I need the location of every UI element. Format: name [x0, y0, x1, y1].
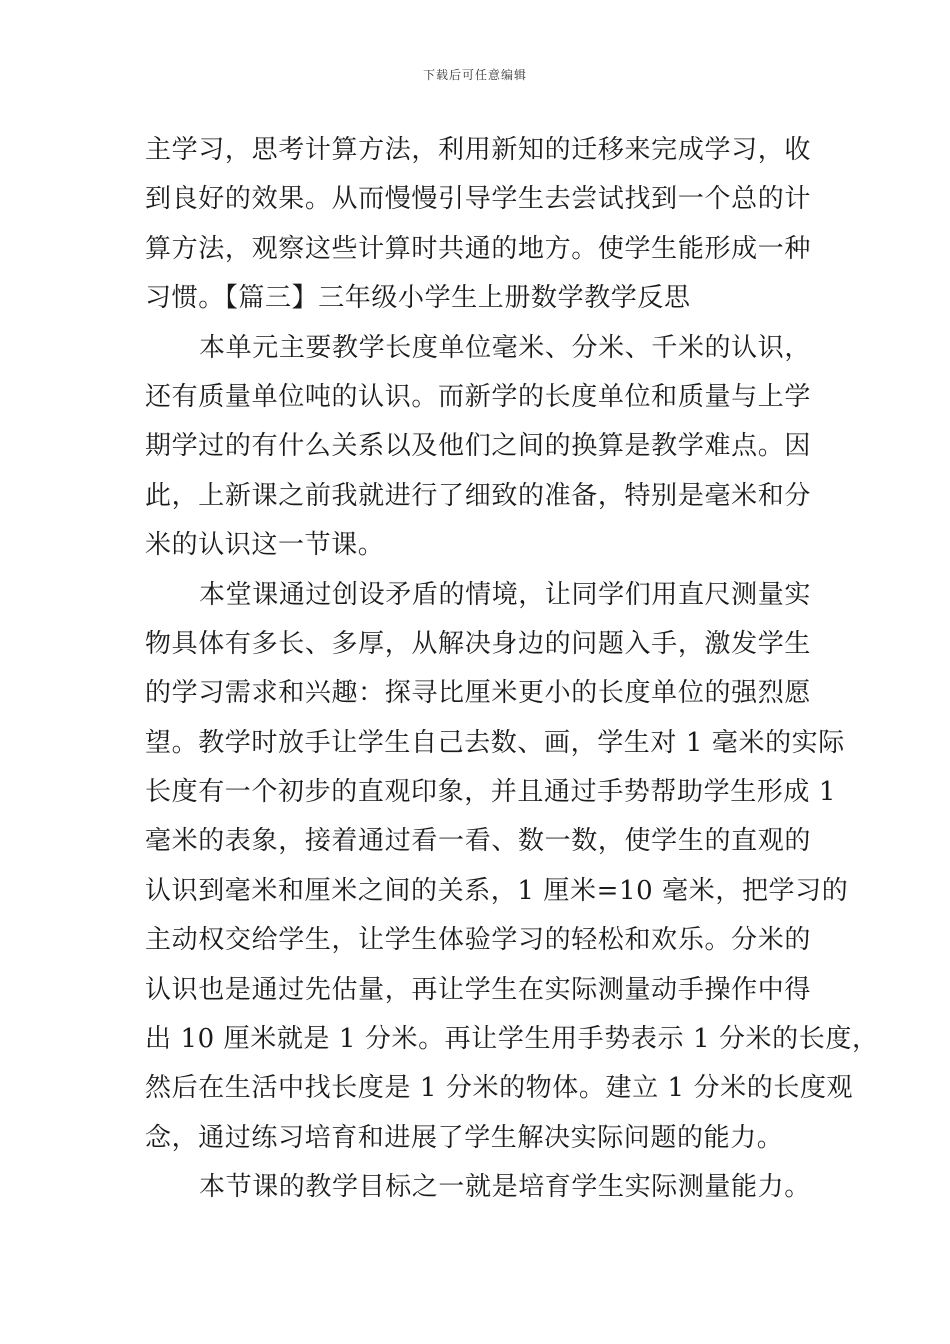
text-line: 习惯。【篇三】三年级小学生上册数学教学反思 — [145, 283, 691, 314]
text-line: 的学习需求和兴趣：探寻比厘米更小的长度单位的强烈愿 — [145, 678, 811, 709]
text-line: 米的认识这一节课。 — [145, 530, 385, 561]
text-line: 主学习，思考计算方法，利用新知的迁移来完成学习，收 — [145, 135, 811, 165]
text-line: 本堂课通过创设矛盾的情境，让同学们用直尺测量实 — [199, 579, 811, 610]
text-line: 算方法，观察这些计算时共通的地方。使学生能形成一种 — [145, 233, 811, 264]
text-line: 念，通过练习培育和进展了学生解决实际问题的能力。 — [145, 1122, 784, 1153]
text-line: 毫米的表象，接着通过看一看、数一数，使学生的直观的 — [145, 826, 811, 857]
text-line: 认识也是通过先估量，再让学生在实际测量动手操作中得 — [145, 974, 811, 1005]
document-body — [145, 126, 879, 1213]
page-header: 下载后可任意编辑 — [422, 68, 527, 82]
text-line: 认识到毫米和厘米之间的关系，1 厘米=10 毫米，把学习的 — [145, 875, 849, 906]
text-line: 期学过的有什么关系以及他们之间的换算是教学难点。因 — [145, 431, 811, 462]
text-line: 还有质量单位吨的认识。而新学的长度单位和质量与上学 — [145, 381, 811, 412]
text-line: 此，上新课之前我就进行了细致的准备，特别是毫米和分 — [145, 480, 811, 511]
text-line: 长度有一个初步的直观印象，并且通过手势帮助学生形成 1 — [145, 777, 837, 808]
text-line: 本单元主要教学长度单位毫米、分米、千米的认识， — [199, 332, 811, 363]
text-line: 然后在生活中找长度是 1 分米的物体。建立 1 分米的长度观 — [145, 1073, 854, 1104]
text-line: 本节课的教学目标之一就是培育学生实际测量能力。 — [199, 1172, 811, 1203]
text-line: 主动权交给学生，让学生体验学习的轻松和欢乐。分米的 — [145, 925, 811, 956]
text-line: 到良好的效果。从而慢慢引导学生去尝试找到一个总的计 — [145, 184, 811, 215]
text-line: 物具体有多长、多厚，从解决身边的问题入手，激发学生 — [145, 628, 811, 659]
text-line: 望。教学时放手让学生自己去数、画，学生对 1 毫米的实际 — [145, 727, 845, 758]
text-line: 出 10 厘米就是 1 分米。再让学生用手势表示 1 分米的长度， — [145, 1024, 879, 1055]
